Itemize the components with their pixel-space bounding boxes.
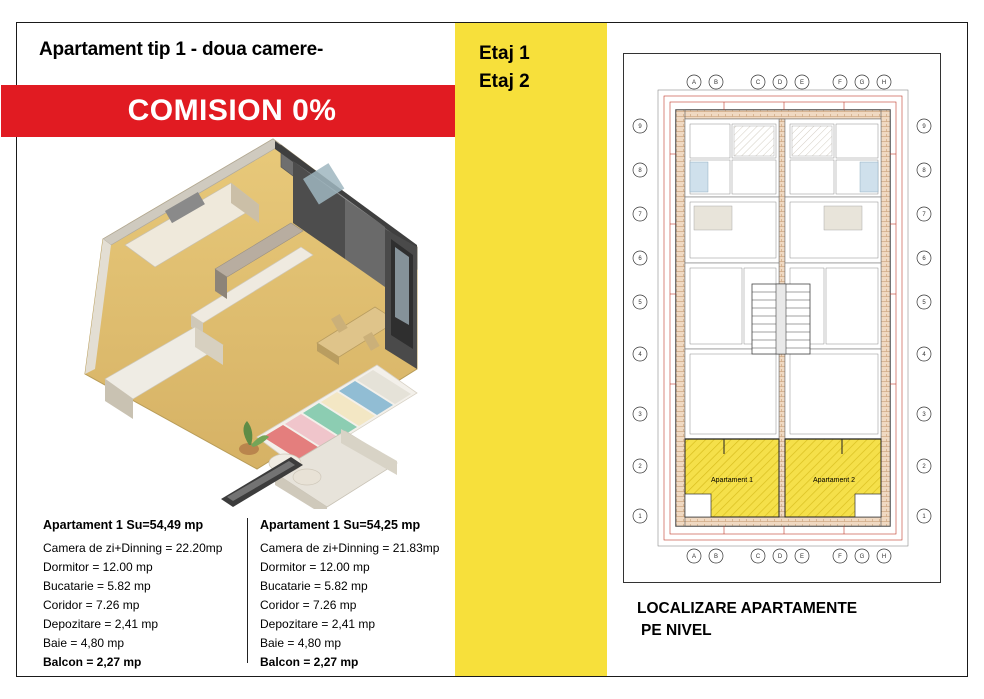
apartment-2-room-5: Baie = 4,80 mp [260,636,342,650]
svg-text:2: 2 [638,464,642,470]
svg-text:1: 1 [638,514,642,520]
apartment-1-room-1: Dormitor = 12.00 mp [43,560,153,574]
svg-text:6: 6 [922,256,926,262]
svg-text:D: D [777,80,783,86]
apartment-spec-column-1 [43,518,247,669]
svg-text:E: E [799,80,805,86]
svg-text:A: A [691,554,697,560]
apartment-1-room-6: Balcon = 2,27 mp [43,655,142,669]
apartment-1-room-3: Coridor = 7.26 mp [43,598,140,612]
commission-banner-label: COMISION 0% [127,94,337,127]
apartment-2-room-1: Dormitor = 12.00 mp [260,560,370,574]
svg-text:4: 4 [638,352,642,358]
floor-label-1: Etaj 1 [479,43,530,64]
svg-text:G: G [859,80,865,86]
plan-caption-l1: LOCALIZARE APARTAMENTE [637,600,858,617]
right-panel [607,23,967,676]
apartment-specs [43,518,451,669]
page-title: Apartament tip 1 - doua camere- [39,39,324,60]
apartment-2-room-4: Depozitare = 2,41 mp [260,617,376,631]
document-frame [16,22,968,677]
apartment-spec-column-2 [247,518,451,669]
svg-text:4: 4 [922,352,926,358]
floor-plan-drawing [623,53,941,583]
left-panel [17,23,455,676]
svg-text:3: 3 [638,412,642,418]
svg-text:C: C [755,80,761,86]
svg-text:H: H [881,80,887,86]
svg-text:5: 5 [638,300,642,306]
apartment-1-room-5: Baie = 4,80 mp [43,636,125,650]
svg-text:3: 3 [922,412,926,418]
svg-text:9: 9 [638,124,642,130]
plan-caption-l2: PE NIVEL [641,622,712,639]
apartment-2-room-3: Coridor = 7.26 mp [260,598,357,612]
floor-indicator-band [455,23,607,676]
svg-text:F: F [838,554,842,560]
svg-text:C: C [755,554,761,560]
apartment-1-room-4: Depozitare = 2,41 mp [43,617,159,631]
svg-text:6: 6 [638,256,642,262]
svg-text:8: 8 [922,168,926,174]
apartment-2-room-6: Balcon = 2,27 mp [260,655,359,669]
svg-text:E: E [799,554,805,560]
svg-text:Apartament 1: Apartament 1 [710,477,754,484]
svg-text:A: A [691,80,697,86]
svg-text:5: 5 [922,300,926,306]
svg-text:B: B [713,80,719,86]
apartment-2-room-0: Camera de zi+Dinning = 21.83mp [260,541,440,555]
apartment-2-room-2: Bucatarie = 5.82 mp [260,579,368,593]
apartment-1-room-2: Bucatarie = 5.82 mp [43,579,151,593]
svg-text:2: 2 [922,464,926,470]
floor-label-2: Etaj 2 [479,71,530,92]
floor-plan-caption [637,598,947,642]
svg-text:H: H [881,554,887,560]
svg-text:7: 7 [638,212,642,218]
svg-text:F: F [838,80,842,86]
svg-text:D: D [777,554,783,560]
apartment-2-heading: Apartament 1 Su=54,25 mp [260,518,421,532]
svg-text:7: 7 [922,212,926,218]
svg-text:G: G [859,554,865,560]
svg-text:B: B [713,554,719,560]
apartment-1-heading: Apartament 1 Su=54,49 mp [43,518,204,532]
apartment-1-room-0: Camera de zi+Dinning = 22.20mp [43,541,223,555]
svg-text:9: 9 [922,124,926,130]
svg-text:1: 1 [922,514,926,520]
svg-text:8: 8 [638,168,642,174]
svg-text:Apartament 2: Apartament 2 [812,477,856,484]
apartment-render [45,119,445,509]
